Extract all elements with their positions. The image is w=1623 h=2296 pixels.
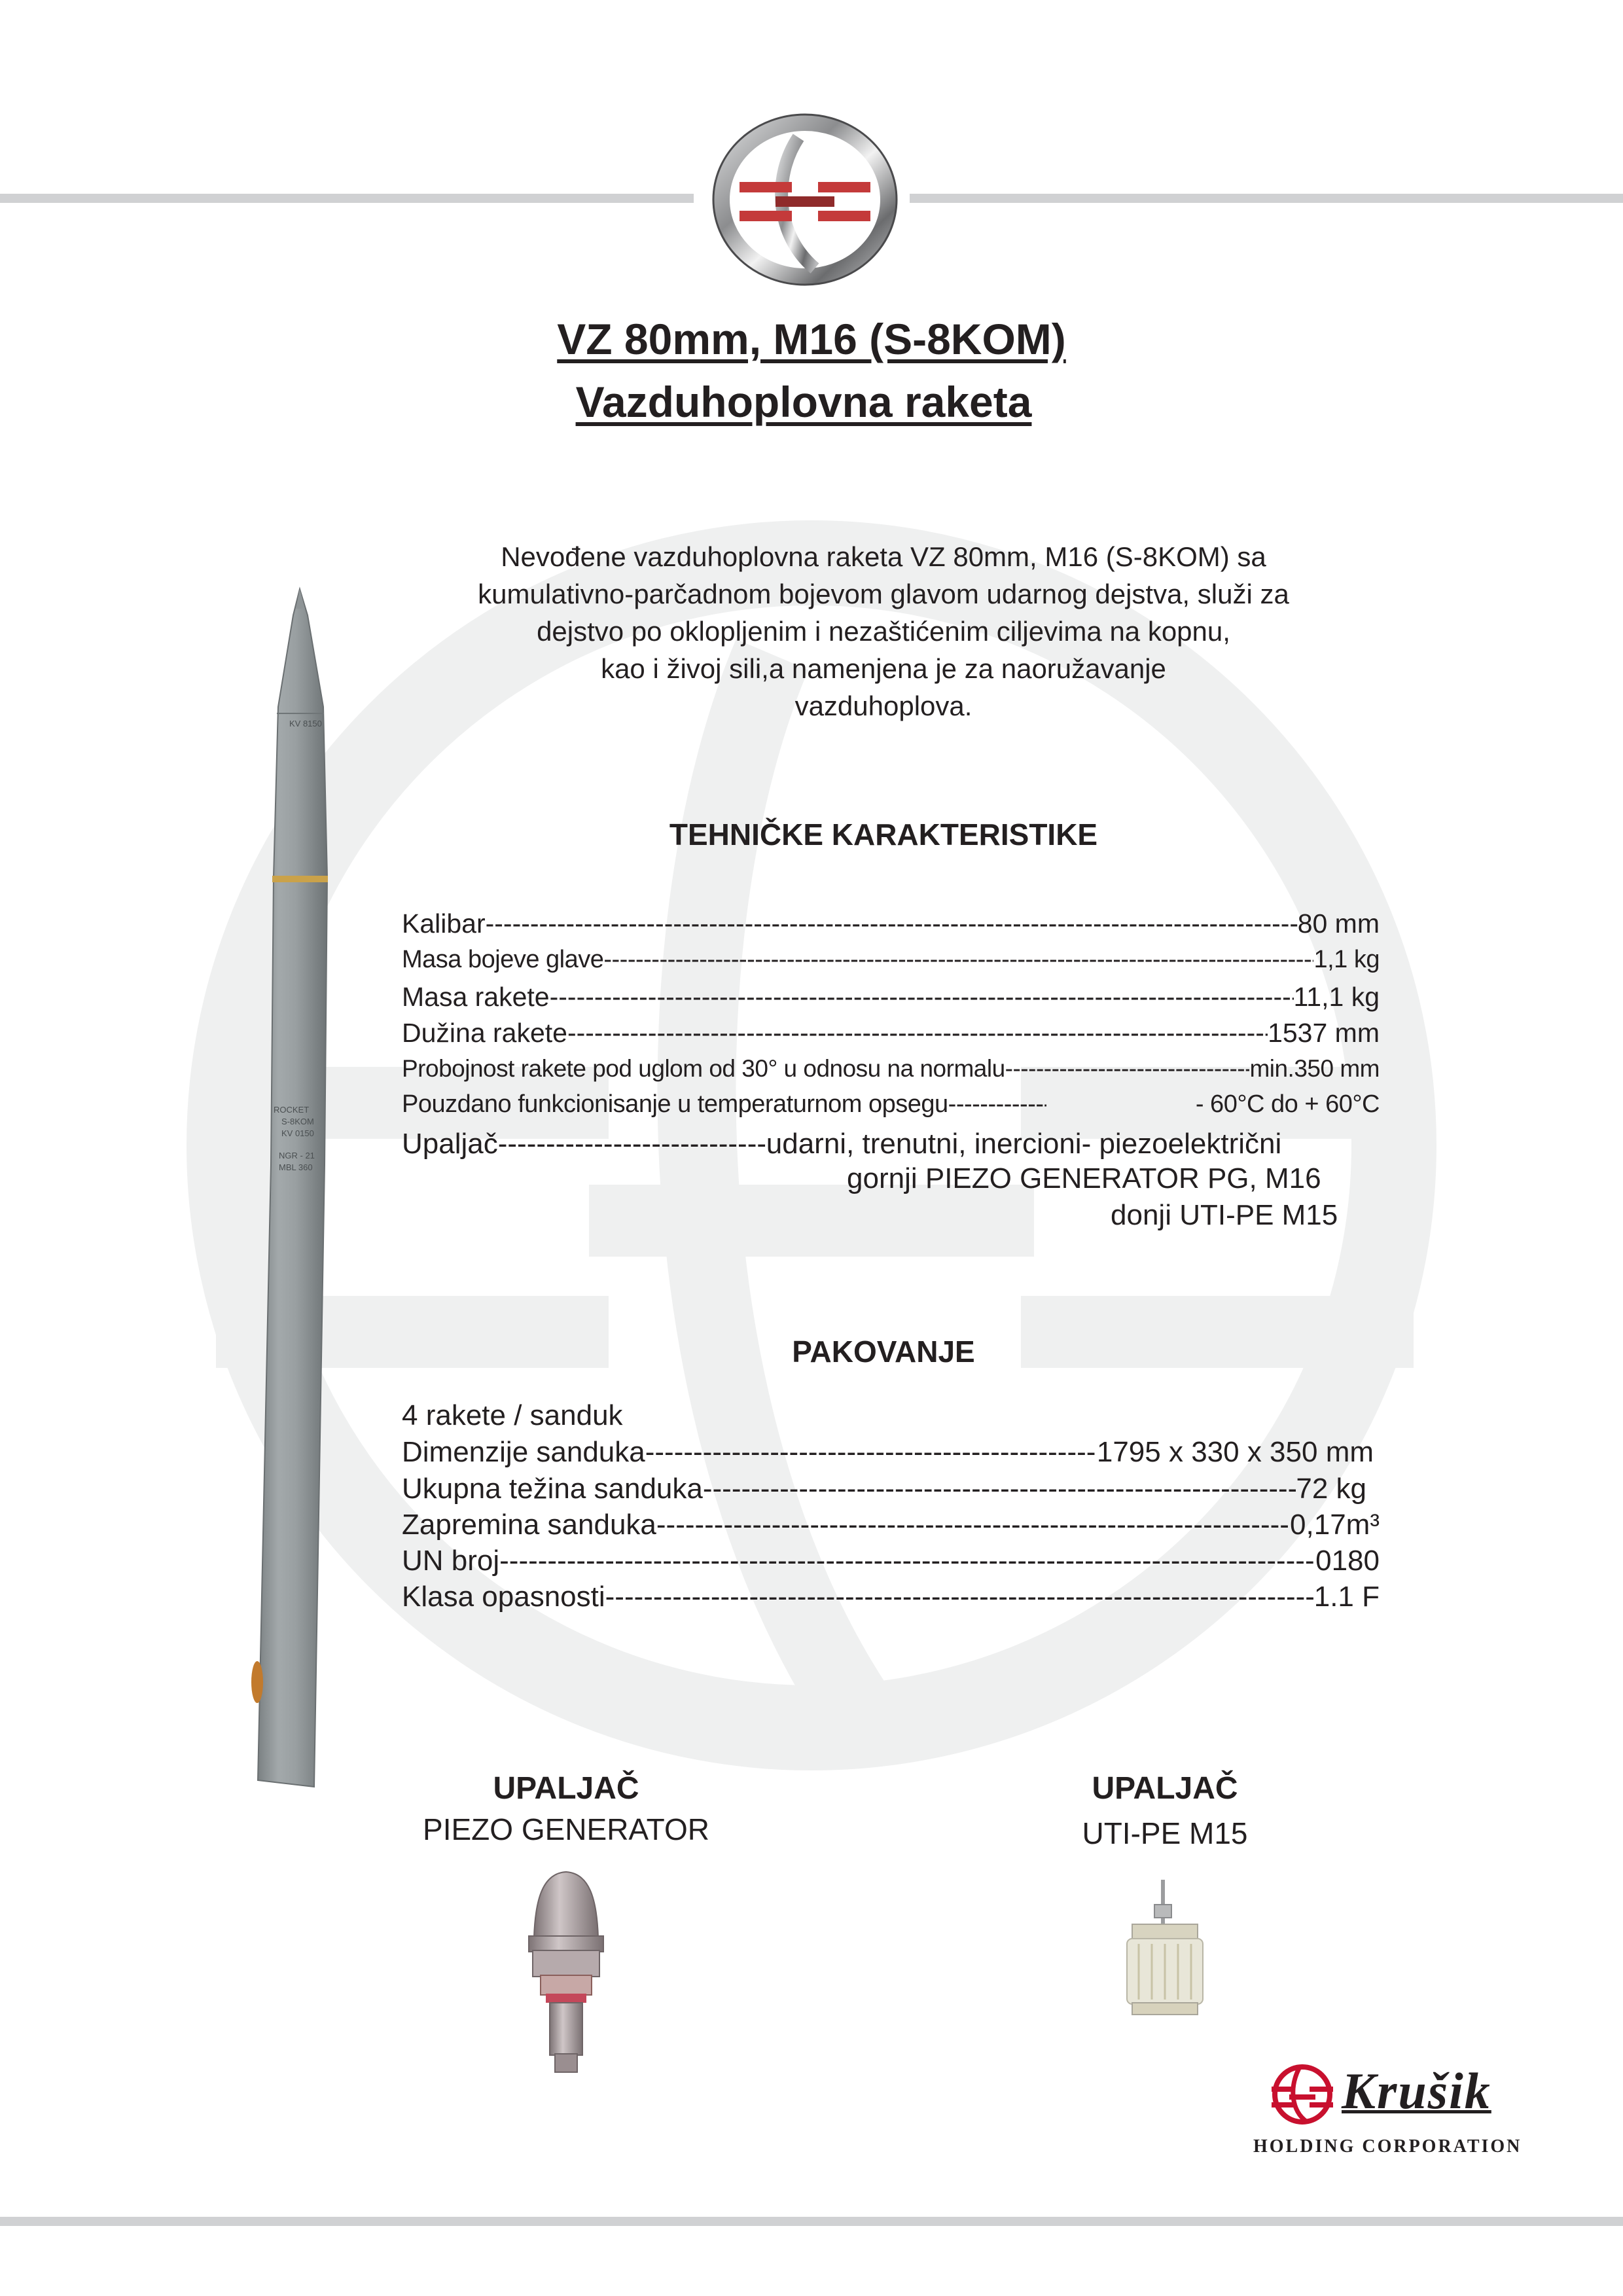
packing-row [402, 1545, 1380, 1577]
spec-row-caliber [402, 908, 1380, 939]
packing-label: Dimenzije sanduka [402, 1436, 645, 1468]
spec-value: min.350 mm [1249, 1055, 1380, 1082]
spec-label: Masa rakete [402, 982, 550, 1012]
spec-label: Dužina rakete [402, 1018, 567, 1048]
spec-value: udarni, trenutni, inercioni- piezoelektrični [766, 1128, 1282, 1160]
intro-line: Nevođene vazduhoplovna raketa VZ 80mm, M16 (S-8KOM) sa [501, 541, 1266, 572]
packing-row [402, 1436, 1374, 1469]
fuse-right-name: UTI-PE M15 [1082, 1816, 1248, 1850]
rocket-marking-1: KV 8150 [289, 719, 322, 728]
spec-label: Upaljač [402, 1128, 498, 1160]
packing-label: Klasa opasnosti [402, 1581, 605, 1613]
spec-row-fuse [402, 1128, 1370, 1160]
spec-label: Pouzdano funkcionisanje u temperaturnom opsegu [402, 1090, 948, 1118]
rocket-marking-3: S-8KOM [281, 1117, 314, 1126]
footer-rule [0, 2217, 1623, 2226]
packing-value: 0180 [1315, 1545, 1380, 1577]
fuse-caption-left [393, 1770, 740, 1847]
rocket-marking-2: ROCKET [274, 1105, 310, 1115]
fuse-left-heading: UPALJAČ [493, 1771, 639, 1806]
packing-value: 72 kg [1296, 1473, 1366, 1505]
header-rule-right [910, 194, 1623, 203]
spec-value: 1537 mm [1268, 1018, 1380, 1048]
intro-line: vazduhoplova. [794, 691, 972, 721]
header-rule-left [0, 194, 694, 203]
packing-value: 0,17m³ [1290, 1509, 1380, 1541]
brand-subtitle: HOLDING CORPORATION [1253, 2136, 1522, 2157]
spec-row-rocket-mass [402, 982, 1380, 1013]
packing-quantity: 4 rakete / sanduk [402, 1399, 623, 1431]
fuse-lower: donji UTI-PE M15 [1111, 1199, 1338, 1231]
packing-row [402, 1473, 1366, 1505]
specs-heading: TEHNIČKE KARAKTERISTIKE [669, 817, 1098, 852]
spec-value: 80 mm [1297, 908, 1380, 939]
spec-label: Kalibar [402, 908, 486, 939]
spec-label: Masa bojeve glave [402, 946, 604, 973]
krusik-emblem-icon [1266, 2062, 1338, 2127]
packing-label: UN broj [402, 1545, 500, 1577]
packing-row [402, 1509, 1380, 1541]
packing-label: Ukupna težina sanduka [402, 1473, 703, 1505]
intro-paragraph [393, 538, 1374, 725]
packing-heading: PAKOVANJE [792, 1335, 975, 1369]
spec-row-temperature [402, 1090, 1380, 1119]
rocket-marking-5: NGR - 21 [279, 1151, 315, 1160]
company-logo-emblem [707, 111, 903, 288]
packing-row [402, 1581, 1380, 1613]
spec-row-length [402, 1018, 1380, 1049]
intro-line: dejstvo po oklopljenim i nezaštićenim ciljevima na kopnu, [537, 616, 1230, 647]
spec-row-penetration [402, 1055, 1380, 1083]
fuse-upper: gornji PIEZO GENERATOR PG, M16 [847, 1162, 1321, 1194]
fuse-caption-right [1047, 1770, 1283, 1851]
packing-value: 1.1 F [1313, 1581, 1380, 1613]
intro-line: kao i živoj sili,a namenjena je za naoružavanje [601, 653, 1166, 684]
fuse-left-name: PIEZO GENERATOR [423, 1812, 709, 1846]
spec-value: 1,1 kg [1313, 946, 1380, 973]
spec-row-warhead-mass [402, 946, 1380, 974]
rocket-marking-6: MBL 360 [279, 1162, 313, 1172]
spec-label: Probojnost rakete pod uglom od 30° u odnosu na normalu [402, 1055, 1005, 1082]
brand-name: Krušik [1342, 2062, 1491, 2119]
rocket-marking-4: KV 0150 [281, 1128, 314, 1138]
piezo-generator-image [517, 1865, 615, 2081]
rocket-image [216, 576, 386, 1806]
page-title: VZ 80mm, M16 (S-8KOM) [557, 315, 1066, 363]
fuse-right-heading: UPALJAČ [1092, 1771, 1238, 1806]
intro-line: kumulativno-parčadnom bojevom glavom udarnog dejstva, služi za [478, 579, 1289, 609]
packing-label: Zapremina sanduka [402, 1509, 656, 1541]
page-subtitle: Vazduhoplovna raketa [575, 378, 1032, 426]
spec-value: - 60°C do + 60°C [1195, 1090, 1380, 1118]
spec-value: 11,1 kg [1293, 982, 1380, 1012]
packing-value: 1795 x 330 x 350 mm [1096, 1436, 1374, 1468]
uti-pe-fuse-image [1113, 1878, 1217, 2022]
